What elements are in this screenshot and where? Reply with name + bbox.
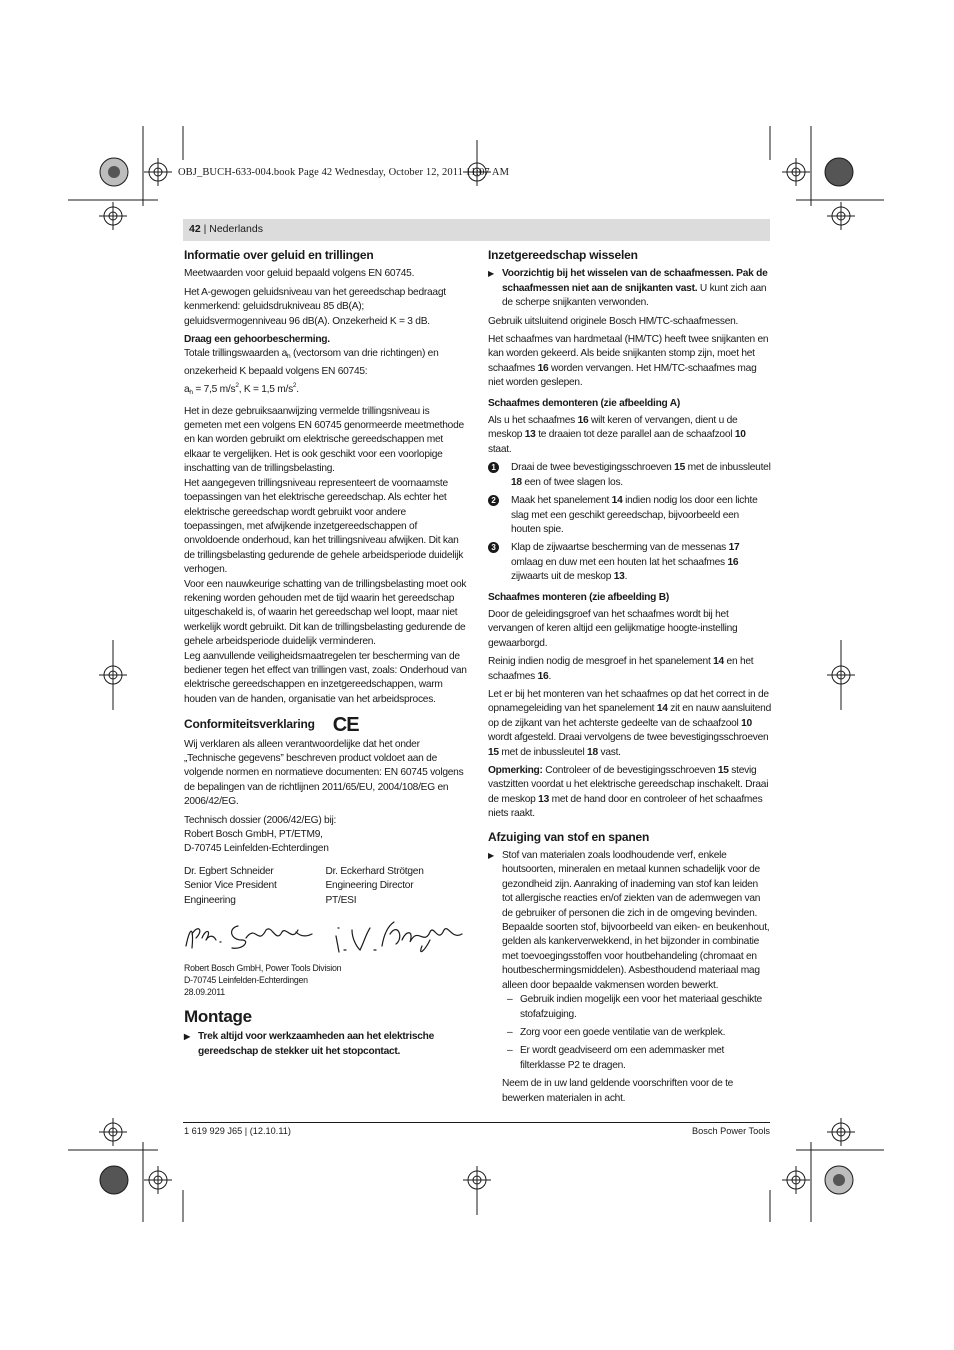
- page-header: [183, 219, 770, 241]
- footer-doc-number: 1 619 929 J65 | (12.10.11): [184, 1126, 291, 1136]
- text: zijwaarts uit de meskop: [511, 571, 614, 583]
- text: een of twee slagen los.: [521, 476, 623, 488]
- text: Stof van materialen zoals loodhoudende verf, enkele houtsoorten, mineralen en metaal kunnen schadelijk voor de gezondheid zijn. Aanraking of inademing van stof kan leiden tot allergische reacties en/of ziekten van de ademwegen van de gebruiker of personen die zich in de omgeving bevinden.: [502, 850, 761, 919]
- address-block: [184, 962, 467, 998]
- dash-marker: –: [507, 1026, 513, 1038]
- ref-number: 16: [577, 415, 589, 427]
- paragraph-note: [488, 764, 771, 822]
- line: Technisch dossier (2006/42/EG) bij:: [184, 814, 337, 826]
- text: te draaien tot deze parallel aan de schaafzool: [535, 429, 735, 441]
- subscript: h: [287, 353, 291, 361]
- line: Engineering Director: [325, 880, 414, 892]
- step-1: [488, 461, 771, 490]
- line: Dr. Eckerhard Strötgen: [325, 865, 424, 877]
- line: Robert Bosch GmbH, Power Tools Division: [184, 963, 342, 974]
- text: met de inbussleutel: [685, 462, 771, 474]
- ref-number: 15: [488, 746, 499, 758]
- line: 28.09.2011: [184, 987, 225, 998]
- ref-number: 14: [713, 656, 724, 668]
- paragraph: Voor een nauwkeurige schatting van de trillingsbelasting moet ook rekening worden gehouden met de tijd waarin het gereedschap uitgeschakeld is, of waarin het gereedschap wel loopt, maar niet werkelijk wordt gebruikt. Dit kan de trillingsbelasting gedurende de gehele arbeidsperiode duidelijk verminderen.: [184, 578, 467, 648]
- paragraph-vibration: [184, 347, 467, 379]
- text: .: [624, 571, 628, 583]
- dash-item: [488, 993, 771, 1022]
- step-number-icon: 1: [488, 462, 499, 473]
- bullet-triangle-icon: ▶: [488, 851, 494, 861]
- text: indien nodig los door een lichte slag met een geschikt gereedschap, bijvoorbeeld een houten spie.: [511, 495, 758, 535]
- text: Gebruik indien mogelijk een voor het materiaal geschikte stofafzuiging.: [520, 994, 762, 1020]
- right-column: [488, 246, 771, 1110]
- bullet-triangle-icon: ▶: [488, 269, 494, 279]
- bullet-triangle-icon: ▶: [184, 1032, 190, 1042]
- heading-montage: Montage: [184, 1007, 252, 1027]
- paragraph: Het aangegeven trillingsniveau representeert de voornaamste toepassingen van het elektrische gereedschap. Als echter het elektrische gereedschap wordt gebruikt voor andere toepassingen, met afwijkende inzetgereedschappen of onvoldoende onderhoud, kan het trillingsniveau afwijken. Dit kan de trillingsbelasting gedurende de gehele arbeidsperiode duidelijk verhogen.: [184, 477, 464, 576]
- text: worden vervangen. Het HM/TC-schaafmes mag niet worden geslepen.: [488, 362, 757, 389]
- text: (vectorsom van drie richtingen) en onzekerheid K bepaald volgens EN 60745:: [184, 348, 439, 377]
- ref-number: 16: [537, 362, 549, 374]
- line: Dr. Egbert Schneider: [184, 865, 274, 877]
- text: Maak het spanelement: [511, 495, 612, 507]
- text: , K = 1,5 m/s: [238, 384, 293, 396]
- ref-number: 10: [734, 429, 746, 441]
- text: vast.: [597, 746, 621, 758]
- paragraph: [488, 333, 771, 391]
- ref-number: 10: [741, 717, 752, 729]
- superscript: 2: [235, 382, 239, 390]
- note-label: Opmerking:: [488, 765, 543, 776]
- text: Het schaafmes van hardmetaal (HM/TC) heeft twee snijkanten en kan worden gekeerd. Als beide snijkanten stomp zijn, moet het schaafmes: [488, 334, 769, 374]
- ref-number: 15: [717, 765, 729, 776]
- line: PT/ESI: [325, 894, 357, 906]
- text: Klap de zijwaartse bescherming van de messenas: [511, 542, 729, 554]
- paragraph-values: [184, 379, 467, 400]
- text: omlaag en duw met een houten lat het schaafmes: [511, 556, 728, 568]
- signatories: [184, 865, 467, 908]
- heading-tool-change: Inzetgereedschap wisselen: [488, 248, 638, 262]
- heading-dismount: Schaafmes demonteren (zie afbeelding A): [488, 397, 680, 409]
- dash-marker: –: [507, 994, 513, 1006]
- step-number-icon: 2: [488, 495, 499, 506]
- text: .: [548, 670, 552, 682]
- print-slug: OBJ_BUCH-633-004.book Page 42 Wednesday, October 12, 2011 11:07 AM: [178, 167, 510, 178]
- step-2: [488, 494, 771, 537]
- text: Draai de twee bevestigingsschroeven: [511, 462, 675, 474]
- text: = 7,5 m/s: [192, 384, 236, 396]
- text-bold: Voorzichtig bij het wisselen van de schaafmessen. Pak de schaafmessen niet aan de snijkanten vast.: [502, 268, 768, 294]
- tech-dossier: [184, 814, 467, 857]
- left-column: [184, 246, 467, 1063]
- ref-number: 18: [587, 746, 598, 758]
- text: stevig vastzitten voordat u het elektrische gereedschap inschakelt. Draai de meskop: [488, 765, 769, 805]
- dust-bullet: [488, 849, 771, 993]
- heading-noise: Informatie over geluid en trillingen: [184, 248, 374, 262]
- text: met de inbussleutel: [498, 746, 588, 758]
- footer-brand: Bosch Power Tools: [692, 1126, 770, 1136]
- paragraph: [488, 688, 771, 760]
- line: Robert Bosch GmbH, PT/ETM9,: [184, 829, 323, 841]
- paragraph: Gebruik uitsluitend originele Bosch HM/TC-schaafmessen.: [488, 315, 739, 327]
- text: Reinig indien nodig de mesgroef in het spanelement: [488, 656, 714, 668]
- signatory-1: [184, 865, 326, 908]
- subscript: h: [189, 389, 193, 397]
- text: Trek altijd voor werkzaamheden aan het elektrische gereedschap de stekker uit het stopcontact.: [198, 1031, 435, 1057]
- heading-dust-extraction: Afzuiging van stof en spanen: [488, 829, 650, 844]
- paragraph: Het in deze gebruiksaanwijzing vermelde trillingsniveau is gemeten met een volgens EN 60745 genormeerde meetmethode en kan worden gebruikt om elektrische gereedschappen met elkaar te vergelijken. Het is ook geschikt voor een voorlopige inschatting van de trillingsbelasting.: [184, 405, 464, 475]
- paragraph: [488, 655, 771, 684]
- dash-marker: –: [507, 1045, 513, 1057]
- header-separator: |: [200, 223, 210, 235]
- paragraph: Meetwaarden voor geluid bepaald volgens EN 60745.: [184, 268, 415, 280]
- page-header-text: [189, 223, 263, 235]
- text: zit en nauw aansluitend op de zijkant van het achterste gedeelte van de schaafzool: [488, 703, 771, 729]
- text: en het schaafmes: [488, 656, 754, 682]
- text: staat.: [488, 443, 512, 455]
- text: wordt afgesteld. Draai vervolgens de twee bevestigingsschroeven: [488, 732, 769, 744]
- page-number: 42: [189, 223, 201, 235]
- paragraph: [488, 414, 771, 457]
- paragraph-bold: Draag een gehoorbescherming.: [184, 334, 330, 346]
- ref-number: 13: [524, 429, 536, 441]
- paragraph: Het A-gewogen geluidsniveau van het gereedschap bedraagt kenmerkend: geluidsdrukniveau 85 dB(A); geluidsvermogenniveau 96 dB(A). Onzekerheid K = 3 dB.: [184, 286, 446, 327]
- text: a: [184, 384, 190, 396]
- text: Let er bij het monteren van het schaafmes op dat het correct in de opnamegeleiding van het spanelement: [488, 688, 769, 715]
- text: U kunt zich aan de scherpe snijkanten verwonden.: [502, 282, 767, 309]
- text: Controleer of de bevestigingsschroeven: [542, 765, 718, 776]
- line: D-70745 Leinfelden-Echterdingen: [184, 975, 308, 986]
- step-number-icon: 3: [488, 542, 499, 553]
- text: Zorg voor een goede ventilatie van de werkplek.: [520, 1026, 726, 1038]
- safety-bullet: [184, 1030, 467, 1059]
- ref-number: 13: [613, 571, 625, 583]
- text: met de hand door en controleer of het schaafmes niets raakt.: [488, 793, 763, 820]
- text: .: [296, 384, 299, 396]
- header-language: Nederlands: [209, 223, 263, 235]
- text: Bepaalde soorten stof, bijvoorbeeld van eiken- en beukenhout, gelden als kankerverwekkend, in het bijzonder in combinatie met toevoegingsstoffen voor houtbehandeling (chromaat en houtbeschermingsmiddelen). Asbesthoudend materiaal mag alleen door bepaalde vakmensen worden bewerkt.: [502, 922, 770, 991]
- heading-text: Conformiteitsverklaring: [184, 717, 315, 732]
- ref-number: 13: [538, 793, 550, 805]
- footer-rule: [183, 1122, 770, 1123]
- heading-mount: Schaafmes monteren (zie afbeelding B): [488, 591, 669, 603]
- line: D-70745 Leinfelden-Echterdingen: [184, 843, 329, 855]
- handwritten-signatures: [184, 916, 467, 956]
- dash-item: [488, 1026, 771, 1040]
- ref-number: 18: [511, 476, 522, 488]
- ref-number: 16: [537, 670, 549, 682]
- paragraph: Door de geleidingsgroef van het schaafmes wordt bij het vervangen of keren altijd een gelijkmatige hoogte-instelling gewaarborgd.: [488, 608, 738, 649]
- ref-number: 16: [727, 556, 739, 568]
- text: Als u het schaafmes: [488, 415, 578, 427]
- signatory-2: [326, 865, 468, 908]
- dash-item: [488, 1044, 771, 1073]
- ref-number: 17: [728, 542, 740, 554]
- ref-number: 15: [674, 462, 685, 474]
- ref-number: 14: [656, 703, 668, 715]
- ce-mark: CE: [332, 714, 359, 737]
- ref-number: 14: [611, 495, 623, 507]
- warning-bullet: [488, 267, 771, 310]
- superscript: 2: [292, 382, 297, 390]
- heading-conformity: [184, 714, 467, 737]
- line: Engineering: [184, 894, 236, 906]
- paragraph: Leg aanvullende veiligheidsmaatregelen ter bescherming van de bediener tegen het effect van trillingen vast, zoals: Onderhoud van elektrische gereedschappen en inzetgereedschappen, warm houden van de handen, organisatie van het arbeidsproces.: [184, 650, 467, 705]
- paragraph: Neem de in uw land geldende voorschriften voor de te bewerken materialen in acht.: [502, 1078, 734, 1104]
- text: wilt keren of vervangen, dient u de meskop: [488, 415, 738, 441]
- step-3: [488, 541, 771, 584]
- text: Er wordt geadviseerd om een ademmasker met filterklasse P2 te dragen.: [520, 1045, 725, 1071]
- paragraph: Wij verklaren als alleen verantwoordelijke dat het onder „Technische gegevens” beschreven product voldoet aan de volgende normen en normatieve documenten: EN 60745 volgens de bepalingen van de richtlijnen 2011/65/EU, 2004/108/EG en 2006/42/EG.: [184, 738, 464, 808]
- line: Senior Vice President: [184, 880, 277, 892]
- text: Totale trillingswaarden a: [184, 348, 288, 360]
